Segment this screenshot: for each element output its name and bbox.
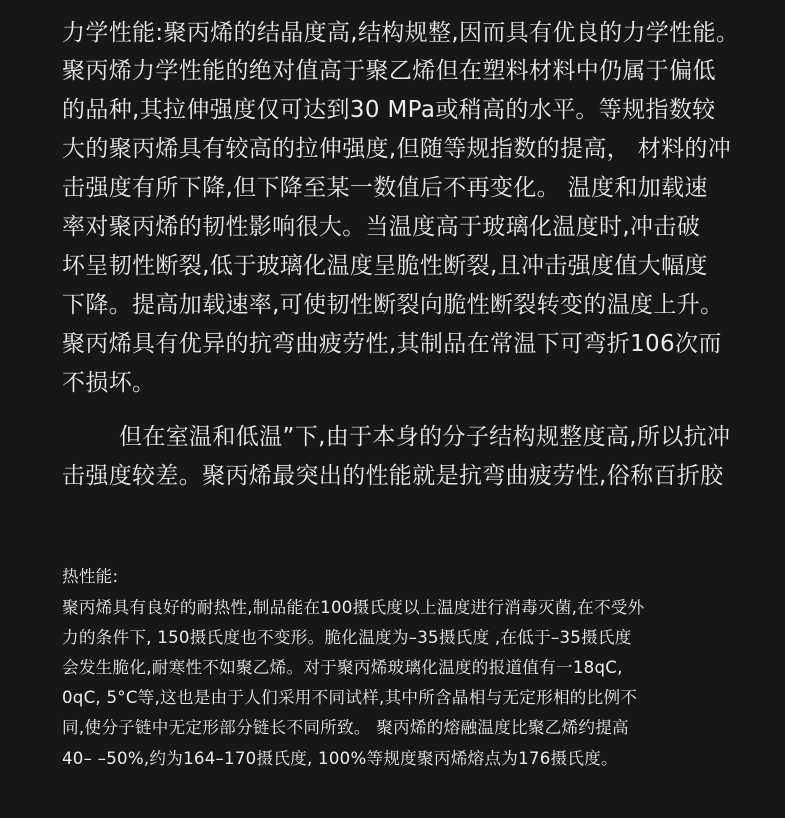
paragraph-line: 击强度较差。聚丙烯最突出的性能就是抗弯曲疲劳性,俗称百折胶 bbox=[62, 463, 724, 489]
paragraph-line: 率对聚丙烯的韧性影响很大。当温度高于玻璃化温度时,冲击破 bbox=[62, 214, 701, 240]
paragraph-line: 力学性能:聚丙烯的结晶度高,结构规整,因而具有优良的力学性能。 bbox=[62, 20, 740, 46]
paragraph-line: 力的条件下, 150摄氏度也不变形。脆化温度为–35摄氏度 ,在低于–35摄氏度 bbox=[62, 628, 632, 647]
paragraph-line: 聚丙烯具有良好的耐热性,制品能在100摄氏度以上温度进行消毒灭菌,在不受外 bbox=[62, 598, 645, 617]
paragraph-line: 击强度有所下降,但下降至某一数值后不再变化。 温度和加载速 bbox=[62, 175, 708, 201]
paragraph-line: 不损坏。 bbox=[62, 370, 156, 396]
paragraph-line: 同,使分子链中无定形部分链长不同所致。 聚丙烯的熔融温度比聚乙烯约提高 bbox=[62, 718, 629, 737]
paragraph-line: 40– –50%,约为164–170摄氏度, 100%等规度聚丙烯熔点为176摄氏度。 bbox=[62, 749, 618, 768]
paragraph-line: 聚丙烯力学性能的绝对值高于聚乙烯但在塑料材料中仍属于偏低 bbox=[62, 58, 716, 84]
section-heading: 热性能: bbox=[62, 567, 119, 586]
paragraph-line: 大的聚丙烯具有较高的拉伸强度,但随等规指数的提高， 材料的冲 bbox=[62, 136, 732, 162]
paragraph-line: 聚丙烯具有优异的抗弯曲疲劳性,其制品在常温下可弯折106次而 bbox=[62, 331, 722, 357]
paragraph-line: 坏呈韧性断裂,低于玻璃化温度呈脆性断裂,且冲击强度值大幅度 bbox=[62, 253, 708, 279]
paragraph-line: 下降。提高加载速率,可使韧性断裂向脆性断裂转变的温度上升。 bbox=[62, 292, 724, 318]
paragraph-line: 会发生脆化,耐寒性不如聚乙烯。对于聚丙烯玻璃化温度的报道值有一18qC, bbox=[62, 658, 623, 677]
paragraph-line: 0qC, 5°C等,这也是由于人们采用不同试样,其中所含晶相与无定形相的比例不 bbox=[62, 688, 638, 707]
paragraph-line: 的品种,其拉伸强度仅可达到30 MPa或稍高的水平。等规指数较 bbox=[62, 97, 716, 123]
paragraph-line: 但在室温和低温”下,由于本身的分子结构规整度高,所以抗冲 bbox=[119, 424, 731, 450]
